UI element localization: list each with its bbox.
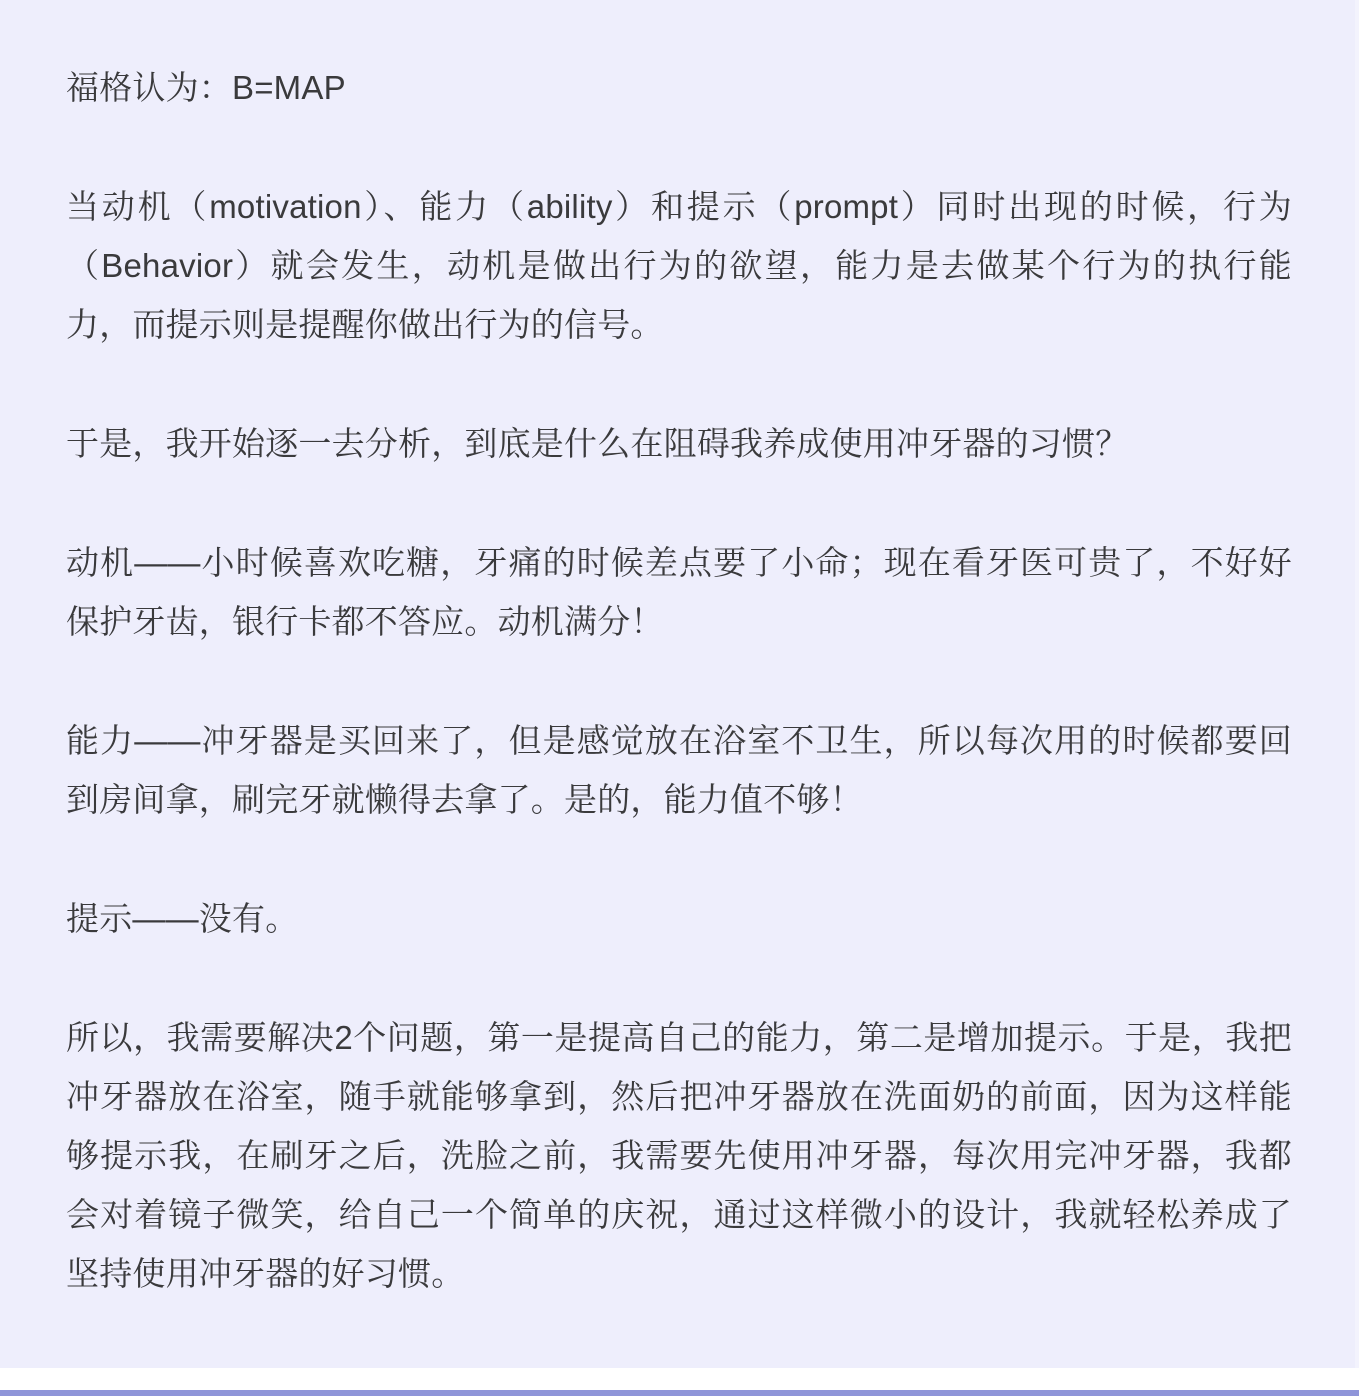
paragraph-motivation: 动机——小时候喜欢吃糖，牙痛的时候差点要了小命；现在看牙医可贵了，不好好保护牙齿，银行卡都不答应。动机满分！: [66, 544, 1292, 640]
paragraph-analysis-question: 于是，我开始逐一去分析，到底是什么在阻碍我养成使用冲牙器的习惯？: [66, 425, 1129, 462]
paragraph-map-definition: 当动机（motivation）、能力（ability）和提示（prompt）同时出现的时候，行为（Behavior）就会发生，动机是做出行为的欲望，能力是去做某个行为的执行能力，而提示则是提醒你做出行为的信号。: [66, 188, 1292, 343]
paragraph-prompt: 提示——没有。: [66, 900, 299, 937]
bottom-accent-bar: [0, 1390, 1359, 1396]
paragraph-solution: 所以，我需要解决2个问题，第一是提高自己的能力，第二是增加提示。于是，我把冲牙器放在浴室，随手就能够拿到，然后把冲牙器放在洗面奶的前面，因为这样能够提示我，在刷牙之后，洗脸之前，我需要先使用冲牙器，每次用完冲牙器，我都会对着镜子微笑，给自己一个简单的庆祝，通过这样微小的设计，我就轻松养成了坚持使用冲牙器的好习惯。: [66, 1019, 1292, 1292]
paragraph-formula-heading: 福格认为：B=MAP: [66, 69, 346, 106]
article-body: [66, 58, 1292, 1303]
page-gutter: [0, 1368, 1359, 1390]
card-right-edge: [1355, 0, 1359, 1368]
paragraph-ability: 能力——冲牙器是买回来了，但是感觉放在浴室不卫生，所以每次用的时候都要回到房间拿，刷完牙就懒得去拿了。是的，能力值不够！: [66, 722, 1292, 818]
